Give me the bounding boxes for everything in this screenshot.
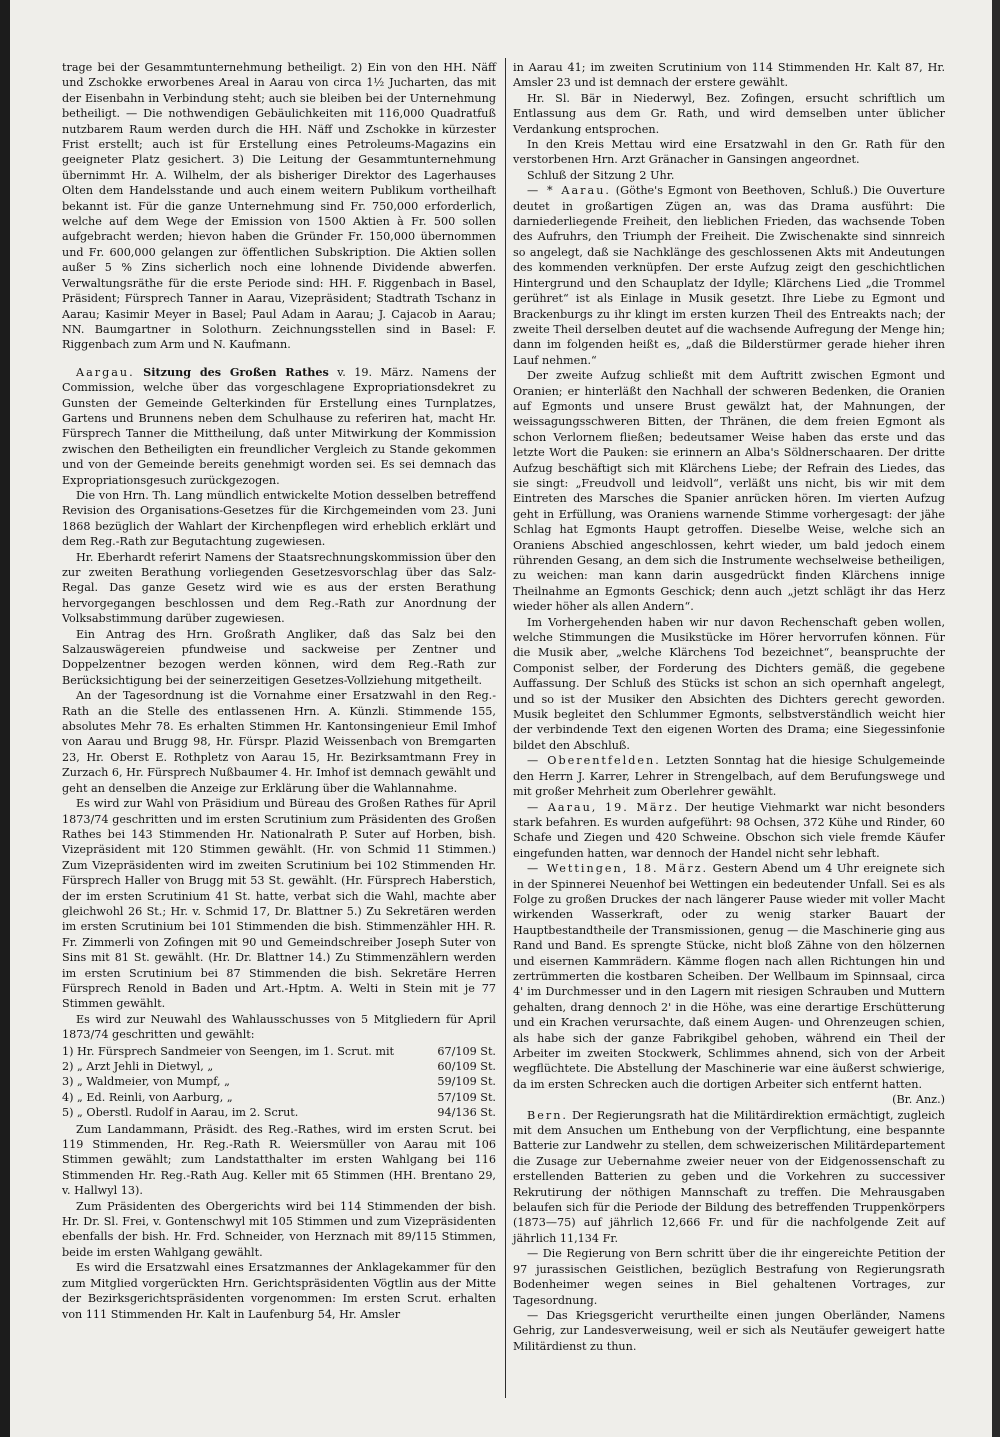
bern-place: Bern. [527, 1108, 568, 1122]
oberentfelden-article [513, 753, 945, 799]
sitzung-body: v. 19. März. Namens der Commission, welche über das vorgeschlagene Expropriationsdekret zu Gunsten der Gemeinde Gelterkinden für Erstellung eines Turnplatzes, Gartens und Brunnens neben dem Schulhause zu referiren hat, macht Hr. Fürsprech Tanner die Mittheilung, daß unter Mitwirkung der Kommission zwischen den Betheiligten ein freundlicher Vergleich zu Stande gekommen und von der Gemeinde bereits genehmigt worden sei. Es sei demnach das Expropriationsgesuch zurückgezogen. [62, 365, 496, 487]
bern-article [513, 1108, 945, 1247]
elected-row [62, 1074, 496, 1089]
elected-label: 2) „ Arzt Jehli in Dietwyl, „ [62, 1060, 214, 1073]
elected-row [62, 1090, 496, 1105]
paragraph-landammann: Zum Landammann, Präsidt. des Reg.-Rathes, wird im ersten Scrut. bei 119 Stimmenden, Hr. Reg.-Rath R. Weiersmüller von Aarau mit 106 Stimmen gewählt; zum Landstatthalter im ersten Wahlgang bei 116 Stimmenden Hr. Reg.-Rath Aug. Keller mit 65 Stimmen (HH. Brentano 29, v. Hallwyl 13). [62, 1122, 496, 1198]
wettingen-body: Gestern Abend um 4 Uhr ereignete sich in der Spinnerei Neuenhof bei Wettingen ein bedeutender Unfall. Sei es als Folge zu großen Druckes der nach längerer Pause wieder mit voller Macht wirkenden Wasserkraft, oder zu wenig starker Bauart der Hauptbestandtheile der Transmissionen, genug — die Maschinerie ging aus Rand und Band. Es sprengte Stücke, nicht bloß Zähne von den hölzernen und eisernen Kammrädern. Kämme flogen nach allen Richtungen hin und zertrümmerten die kostbaren Scheiben. Der Wellbaum im Spinnsaal, circa 4' im Durchmesser und in den Lagern mit riesigen Schrauben und Muttern gehalten, drang dennoch 2' in die Höhe, was eine derartige Erschütterung und ein Krachen verursachte, daß einem Augen- und Ohrenzeugen schien, als habe sich der ganze Fabrikgibel gehoben, während ein Theil der Arbeiter im zweiten Stockwerk, Schlimmes ahnend, sich von der Arbeit wegflüchtete. Die Abstellung der Maschinerie war eine äußerst schwierige, da im ersten Schrecken auch die dortigen Arbeiter sich entfernt hatten. [513, 862, 945, 1091]
scan-edge-right [992, 0, 1000, 1437]
oberentfelden-body: Letzten Sonntag hat die hiesige Schulgemeinde den Herrn J. Karrer, Lehrer in Strengelbach, auf dem Berufungswege und mit großer Mehrheit zum Oberlehrer gewählt. [513, 754, 945, 799]
elected-votes: 59/109 St. [437, 1075, 496, 1089]
elected-label: 1) Hr. Fürsprech Sandmeier von Seengen, im 1. Scrut. mit [62, 1044, 395, 1058]
elected-votes: 60/109 St. [437, 1060, 496, 1073]
paragraph-baer: Hr. Sl. Bär in Niederwyl, Bez. Zofingen, ersucht schriftlich um Entlassung aus dem Gr. Rath, und wird demselben unter üblicher Verdankung entsprochen. [513, 91, 945, 136]
elected-votes: 57/109 St. [437, 1090, 496, 1104]
article-continuation: trage bei der Gesammtunternehmung betheiligt. 2) Ein von den HH. Näff und Zschokke erworbenes Areal in Aarau von circa 1½ Jucharten, das mit der Eisenbahn in Verbindung steht; auch sie bleiben bei der Unternehmung betheiligt. — Die nothwendigen Gebäulichkeiten mit 116,000 Quadratfuß nutzbarem Raum werden durch die HH. Näff und Zschokke in kürzester Frist erstellt; auch ist für Erstellung eines Petroleums-Magazins ein geeigneter Platz gesichert. 3) Die Leitung der Gesammtunternehmung übernimmt Hr. A. Wilhelm, der als bisheriger Direktor des Lagerhauses Olten dem Handelsstande und auch einem weitern Publikum vortheilhaft bekannt ist. Für die ganze Unternehmung sind Fr. 750,000 erforderlich, welche auf dem Wege der Emission von 1500 Aktien à Fr. 500 sollen aufgebracht werden; hievon haben die Gründer Fr. 150,000 übernommen und Fr. 600,000 gelangen zur öffentlichen Subskription. Die Aktien sollen außer 5 % Zins sicherlich noch eine lohnende Dividende abwerfen. Verwaltungsräthe für die erste Periode sind: HH. F. Riggenbach in Basel, Präsident; Fürsprech Tanner in Aarau, Vizepräsident; Stadtrath Tschanz in Aarau; Kasimir Meyer in Basel; Paul Adam in Aarau; J. Cajacob in Aarau; NN. Baumgartner in Solothurn. Zeichnungsstellen sind in Basel: F. Riggenbach zum Arm und N. Kaufmann. [62, 61, 496, 352]
paragraph-vorhergehenden: Im Vorhergehenden haben wir nur davon Rechenschaft geben wollen, welche Stimmungen die Musikstücke im Hörer hervorrufen können. Für die Musik aber, „welche Klärchens Tod bezeichnet“, beanspruchte der Componist selber, der Forderung des Dichters gemäß, die gegebene Auffassung. Der Schluß des Stücks ist schon an sich opernhaft angelegt, und so ist der Musiker den Absichten des Dichters gerecht geworden. Musik begleitet den Schlummer Egmonts, selbstverständlich weicht hier der verbindende Text den eigenen Worten des Drama; eine Siegessinfonie bildet den Abschluß. [513, 615, 945, 752]
sitzung-article [62, 365, 496, 488]
paragraph-salz: Hr. Eberhardt referirt Namens der Staatsrechnungskommission über den zur zweiten Berathung vorliegenden Gesetzesvorschlag über das Salz-Regal. Das ganze Gesetz wird wie es aus der ersten Berathung hervorgegangen beschlossen und dem Reg.-Rath zur Anordnung der Volksabstimmung darüber zugewiesen. [62, 550, 496, 626]
viehmarkt-body: Der heutige Viehmarkt war nicht besonders stark befahren. Es wurden aufgeführt: 98 Ochsen, 372 Kühe und Rinder, 60 Schafe und Ziegen und 420 Schweine. Obschon sich viele fremde Käufer eingefunden hatten, war dennoch der Handel nicht sehr lebhaft. [513, 800, 945, 860]
elected-label: 4) „ Ed. Reinli, von Aarburg, „ [62, 1090, 233, 1104]
left-column [62, 60, 496, 1322]
paragraph-ersatzwahl: An der Tagesordnung ist die Vornahme einer Ersatzwahl in den Reg.-Rath an die Stelle des entlassenen Hrn. A. Künzli. Stimmende 155, absolutes Mehr 78. Es erhalten Stimmen Hr. Kantonsingenieur Emil Imhof von Aarau und Brugg 98, Hr. Fürspr. Plazid Weissenbach von Bremgarten 23, Hr. Oberst E. Rothpletz von Aarau 15, Hr. Bezirksamtmann Frey in Zurzach 6, Hr. Fürsprech Nußbaumer 4. Hr. Imhof ist demnach gewählt und geht an denselben die Anzeige zur Erklärung über die Wahlannahme. [62, 689, 496, 795]
paragraph-anklagekammer: Es wird die Ersatzwahl eines Ersatzmannes der Anklagekammer für den zum Mitglied vorgerückten Hrn. Gerichtspräsidenten Vögtlin aus der Mitte der Bezirksgerichtspräsidenten vorgenommen: Im ersten Scrut. erhalten von 111 Stimmenden Hr. Kalt in Laufenburg 54, Hr. Amsler [62, 1261, 496, 1321]
elected-label: 3) „ Waldmeier, von Mumpf, „ [62, 1075, 230, 1089]
elected-label: 5) „ Oberstl. Rudolf in Aarau, im 2. Scrut. [62, 1106, 299, 1120]
paragraph-obergericht: Zum Präsidenten des Obergerichts wird bei 114 Stimmenden der bish. Hr. Dr. Sl. Frei, v. Gontenschwyl mit 105 Stimmen und zum Vizepräsidenten ebenfalls der bish. Hr. Frd. Schneider, von Herznach mit 89/115 Stimmen, beide im ersten Wahlgang gewählt. [62, 1199, 496, 1259]
viehmarkt-article [513, 800, 945, 862]
paragraph-kriegsgericht: — Das Kriegsgericht verurtheilte einen jungen Oberländer, Namens Gehrig, zur Landesverweisung, weil er sich als Neutäufer geweigert hatte Militärdienst zu thun. [513, 1308, 945, 1353]
elected-row [62, 1105, 496, 1120]
sitzung-title: Sitzung des Großen Rathes [143, 364, 329, 379]
paragraph-schluss: Schluß der Sitzung 2 Uhr. [527, 168, 675, 182]
viehmarkt-place: — Aarau, 19. März. [527, 800, 680, 814]
column-rule [505, 58, 506, 1398]
paragraph-antrag: Ein Antrag des Hrn. Großrath Angliker, daß das Salz bei den Salzauswägereien pfundweise und sackweise per Zentner und Doppelzentner bezogen werden können, wird dem Reg.-Rath zur Berücksichtigung bei der seinerzeitigen Gesetzes-Vollziehung mitgetheilt. [62, 627, 496, 687]
elected-row [62, 1059, 496, 1074]
paragraph-petition: — Die Regierung von Bern schritt über die ihr eingereichte Petition der 97 jurassischen Geistlichen, bezüglich Bestrafung von Regierungsrath Bodenheimer wegen seines in Biel gehaltenen Vortrages, zur Tagesordnung. [513, 1247, 945, 1307]
article-continuation: in Aarau 41; im zweiten Scrutinium von 114 Stimmenden Hr. Kalt 87, Hr. Amsler 23 und ist demnach der erstere gewählt. [513, 61, 945, 90]
paragraph-zweite-aufzug: Der zweite Aufzug schließt mit dem Auftritt zwischen Egmont und Oranien; er hinterläßt den Nachhall der schweren Bedenken, die Oranien auf Egmonts und unsere Brust gewälzt hat, der Mahnungen, der weissagungsschweren Bitten, der Thränen, die dem freien Egmont als schon Verlornem fließen; bedeutsamer Weise haben das erste und das letzte Wort die Pauken: sie erinnern an Alba's Söldnerschaaren. Der dritte Aufzug beschäftigt sich mit Klärchens Liebe; der Refrain des Liedes, das sie singt: „Freudvoll und leidvoll“, verläßt uns nicht, bis wir mit dem Eintreten des Marsches die Spanier anrücken hören. Im vierten Aufzug geht in Erfüllung, was Oraniens warnende Stimme vorhergesagt: der jähe Schlag hat Egmonts Haupt getroffen. Dieselbe Weise, welche sich an Oraniens Abschied angeschlossen, kehrt wieder, um bald jedoch einem rührenden Gesang, an dem sich die Instrumente wechselweise betheiligen, zu weichen: man kann darin ausgedrückt finden Klärchens innige Theilnahme an Egmonts Geschick; denn auch „jetzt schlägt ihr das Herz wieder höher als allen Andern“. [513, 369, 945, 614]
elected-row [62, 1044, 496, 1059]
bern-body: Der Regierungsrath hat die Militärdirektion ermächtigt, zugleich mit dem Ansuchen um Enthebung von der Verpflichtung, eine bespannte Batterie zur Landwehr zu stellen, dem schweizerischen Militärdepartement die Zusage zur Uebernahme zweier neuer von der Eidgenossenschaft zu erstellenden Batterien zu geben und die Vorkehren zu successiver Rekrutirung der nöthigen Mannschaft zu treffen. Die Mehrausgaben belaufen sich für die Periode der Bildung des betreffenden Truppenkörpers (1873—75) auf jährlich 12,666 Fr. und für die nachfolgende Zeit auf jährlich 11,134 Fr. [513, 1108, 945, 1245]
egmont-place: — * Aarau. [527, 184, 611, 198]
paragraph-wahlausschuss: Es wird zur Neuwahl des Wahlausschusses von 5 Mitgliedern für April 1873/74 geschritten und gewählt: [62, 1012, 496, 1042]
oberentfelden-place: — Oberentfelden. [527, 754, 661, 768]
elected-votes: 67/109 St. [437, 1044, 496, 1058]
egmont-article [513, 183, 945, 368]
wettingen-article [513, 861, 945, 1092]
paragraph-motion: Die von Hrn. Th. Lang mündlich entwickelte Motion desselben betreffend Revision des Organisations-Gesetzes für die Kirchgemeinden vom 23. Juni 1868 bezüglich der Wahlart der Kirchenpflegen wird erheblich erklärt und dem Reg.-Rath zur Begutachtung zugewiesen. [62, 488, 496, 549]
right-column [513, 60, 945, 1354]
paragraph-mettau: In den Kreis Mettau wird eine Ersatzwahl in den Gr. Rath für den verstorbenen Hrn. Arzt Gränacher in Gansingen angeordnet. [513, 138, 945, 167]
wettingen-place: — Wettingen, 18. März. [527, 862, 709, 876]
egmont-body: (Göthe's Egmont von Beethoven, Schluß.) Die Ouverture deutet in großartigen Zügen an, was das Drama ausführt: Die darniederliegende Freiheit, den lieblichen Frieden, das wachsende Toben des Aufruhrs, den Triumph der Freiheit. Die Zwischenakte sind sinnreich so angelegt, daß sie Nachklänge des geschlossenen Akts mit Andeutungen des kommenden verknüpfen. Der erste Aufzug zeigt den geschichtlichen Hintergrund und den Schauplatz der Idylle; Klärchens Lied „die Trommel gerühret“ ist als Einlage in Musik gesetzt. Ihre Liebe zu Egmont und Brackenburgs zu ihr klingt im ersten kurzen Theil des Entreakts nach; der zweite Theil derselben deutet auf die wachsende Aufregung der Menge hin; dann im folgenden heißt es, „daß die Bilderstürmer gerade hieher ihren Lauf nehmen.“ [513, 184, 945, 367]
source-credit: (Br. Anz.) [892, 1093, 945, 1107]
paragraph-praesidium: Es wird zur Wahl von Präsidium und Büreau des Großen Rathes für April 1873/74 geschritten und im ersten Scrutinium zum Präsidenten des Großen Rathes bei 143 Stimmenden Hr. Nationalrath P. Suter auf Horben, bish. Vizepräsident mit 120 Stimmen gewählt. (Hr. von Schmid 11 Stimmen.) Zum Vizepräsidenten wird im zweiten Scrutinium bei 102 Stimmenden Hr. Fürsprech Haller von Brugg mit 53 St. gewählt. (Hr. Fürsprech Haberstich, der im ersten Scrutinium 41 St. hatte, verbat sich die Wahl, machte aber gleichwohl 26 St.; Hr. v. Schmid 17, Dr. Blattner 5.) Zu Sekretären werden im ersten Scrutinium bei 101 Stimmenden die bish. Stimmenzähler HH. R. Fr. Zimmerli von Zofingen mit 90 und Gemeindschreiber Joseph Suter von Sins mit 81 St. gewählt. (Hr. Dr. Blattner 14.) Zu Stimmenzählern werden im ersten Scrutinium bei 87 Stimmenden die bish. Sekretäre Herren Fürsprech Renold in Baden und Art.-Hptm. A. Welti in Stein mit je 77 Stimmen gewählt. [62, 797, 496, 1011]
scan-edge-left [0, 0, 10, 1437]
sitzung-place: Aargau. [76, 365, 135, 379]
elected-votes: 94/136 St. [437, 1106, 496, 1120]
elected-list [62, 1044, 496, 1121]
